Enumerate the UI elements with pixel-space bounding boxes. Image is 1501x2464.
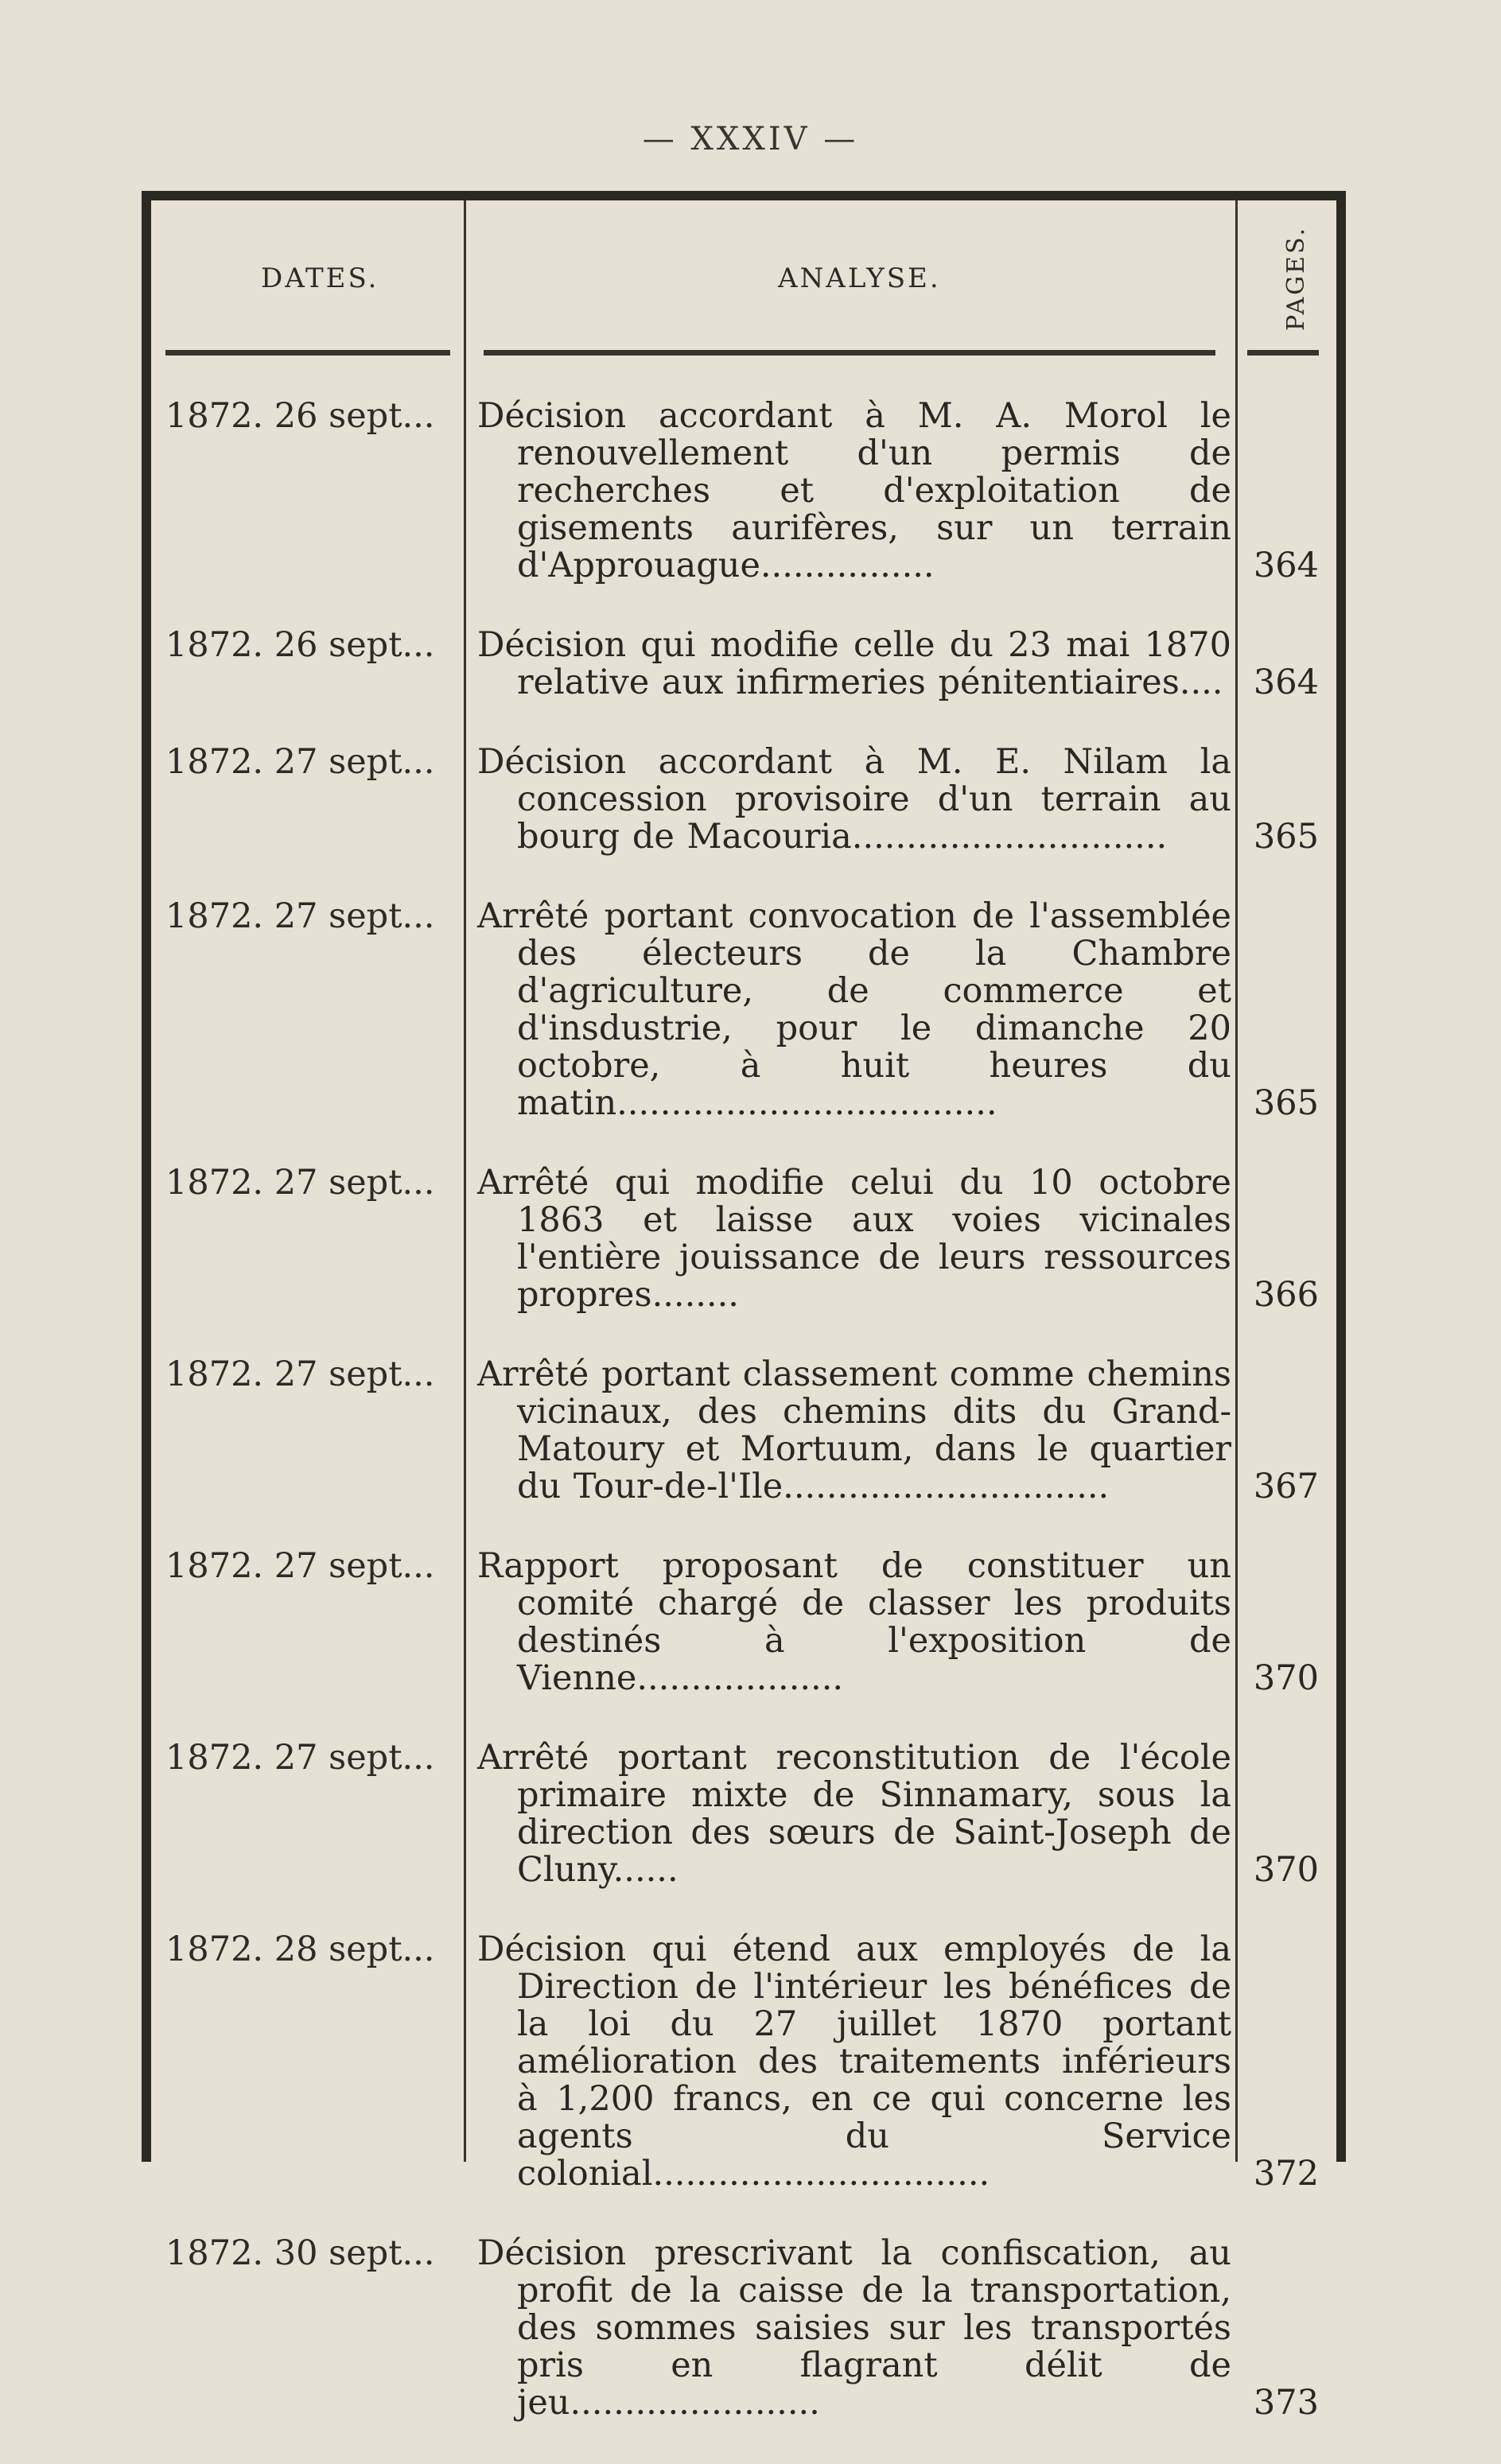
table-row [165,1739,1327,1889]
entry-analysis: Arrêté portant convocation de l'assemblée des électeurs de la Chambre d'agriculture, de commerce et d'insdustrie, pour le dimanche 20 octobre, à huit heures du matin................................... [477,896,1231,1123]
entry-page: 367 [1253,1467,1319,1506]
entry-date: 1872. 27 sept... [165,1163,435,1203]
header-pages: PAGES. [1282,226,1310,331]
table-row [165,898,1327,1122]
entry-page: 373 [1253,2383,1319,2423]
entry-date: 1872. 30 sept... [165,2233,435,2273]
header-dates: DATES. [261,262,379,294]
entry-page: 364 [1253,546,1319,585]
entry-page: 366 [1253,1275,1319,1315]
right-rule [1336,191,1346,2162]
header-rule-analyse [484,350,1215,356]
table-row [165,1356,1327,1506]
entry-analysis: Arrêté qui modifie celui du 10 octobre 1863 et laisse aux voies vicinales l'entière jouissance de leurs ressources propres........ [477,1163,1231,1315]
table-row [165,1548,1327,1697]
top-rule [142,191,1346,200]
entry-page: 365 [1253,1083,1319,1123]
table-row [165,2235,1327,2422]
entry-date: 1872. 27 sept... [165,742,435,782]
table-row [165,744,1327,856]
entry-analysis: Décision qui étend aux employés de la Direction de l'intérieur les bénéfices de la loi du 27 juillet 1870 portant amélioration des traitements inférieurs à 1,200 francs, en ce qui concerne les agents du Service colonial............................... [477,1930,1231,2194]
header-rule-dates [165,350,450,356]
entry-date: 1872. 26 sept... [165,396,435,436]
entry-analysis: Décision accordant à M. E. Nilam la concession provisoire d'un terrain au bourg de Macouria............................. [477,742,1231,857]
entry-analysis: Rapport proposant de constituer un comité chargé de classer les produits destinés à l'exposition de Vienne................... [477,1546,1231,1698]
left-rule [142,191,151,2162]
entry-analysis: Arrêté portant reconstitution de l'école primaire mixte de Sinnamary, sous la direction des sœurs de Saint-Joseph de Cluny...... [477,1738,1231,1890]
table-row [165,398,1327,585]
entry-page: 370 [1253,1658,1319,1698]
entry-analysis: Décision accordant à M. A. Morol le renouvellement d'un permis de recherches et d'exploitation de gisements aurifères, sur un terrain d'Approuague................ [477,396,1231,585]
entry-date: 1872. 27 sept... [165,896,435,936]
entry-date: 1872. 27 sept... [165,1354,435,1394]
table-row [165,627,1327,702]
header-analyse: ANALYSE. [778,262,941,294]
entry-page: 365 [1253,817,1319,857]
entry-analysis: Arrêté portant classement comme chemins vicinaux, des chemins dits du Grand-Matoury et Mortuum, dans le quartier du Tour-de-l'Ile.............................. [477,1354,1231,1506]
header-rule-pages [1247,350,1319,356]
page-number: — XXXIV — [642,121,859,157]
table-row [165,1164,1327,1314]
entry-date: 1872. 26 sept... [165,625,435,665]
entry-date: 1872. 27 sept... [165,1738,435,1778]
entry-analysis: Décision qui modifie celle du 23 mai 1870 relative aux infirmeries pénitentiaires.... [477,625,1231,702]
table-row [165,1931,1327,2193]
entries-list [165,398,1327,2464]
entry-page: 370 [1253,1850,1319,1890]
entry-date: 1872. 27 sept... [165,1546,435,1586]
entry-analysis: Décision prescrivant la confiscation, au profit de la caisse de la transportation, des sommes saisies sur les transportés pris en flagrant délit de jeu....................... [477,2233,1231,2423]
entry-page: 372 [1253,2154,1319,2194]
entry-page: 364 [1253,663,1319,702]
entry-date: 1872. 28 sept... [165,1930,435,1969]
